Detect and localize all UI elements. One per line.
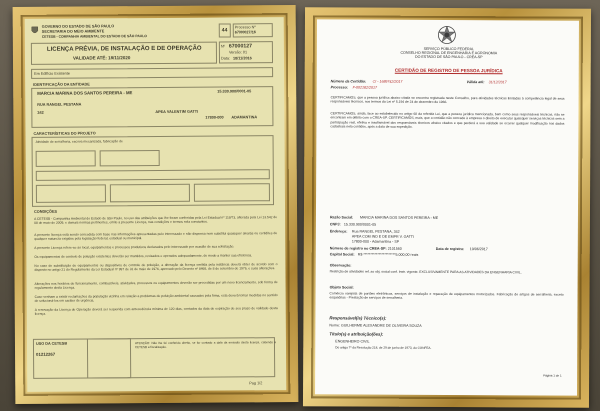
address-line-3: 17800-000 - Adamantina - SP: [351, 239, 400, 244]
observation-label: Observação:: [329, 263, 352, 268]
version: Versão: 01: [228, 50, 248, 55]
right-picture-frame: [303, 7, 591, 407]
crea-registration-certificate: [315, 19, 579, 395]
certificate-body-1: CERTIFICAMOS, que a pessoa jurídica abaixo citada se encontra registrada neste Conselho, para atividades técnicas limitadas à competência legal de seus responsáveis técnicos, nos termos da Lei nº 5.194 de 24 de dezembro de 1966.: [330, 95, 565, 105]
process-label: Processo Nº: [234, 25, 256, 30]
entity-district: APEA VALENTIM GATTI: [155, 109, 199, 114]
process-number: F-002182/2017: [352, 85, 378, 90]
header-line-1: SERVIÇO PÚBLICO FEDERAL: [423, 46, 475, 52]
condition-paragraph-2: A presente licença está sendo concedida com base nas informações apresentadas pelo interessado e não dispensa nem substitui quaisquer alvarás ou certidões de qualquer natureza exigidos pela legislação federal, estadual ou municipal.: [34, 231, 278, 241]
valid-until-date: 31/12/2017: [488, 80, 507, 85]
address-line-2: APEA COM IND E DE EMPR V. GATTI: [351, 234, 414, 239]
condition-paragraph-4: Os equipamentos de controle de poluição existentes deverão ser mantidos, revisados e operados adequadamente, de modo a manter sua eficiência.: [34, 253, 253, 259]
objeto-social-label: Objeto Social:: [329, 285, 354, 290]
titles-value: ENGENHEIRO CIVIL: [335, 339, 370, 344]
cert-number: CI - 1689742/2017: [372, 79, 403, 84]
license-title: LICENÇA PRÉVIA, DE INSTALAÇÃO E DE OPERAÇÃO: [46, 45, 202, 53]
registration-number: 2101560: [387, 246, 402, 251]
header-line-2: CONSELHO REGIONAL DE ENGENHARIA E AGRONOMIA: [400, 50, 498, 56]
titles-note: Do artigo 7º da Resolução 218, de 29 de junho de 1973, do CONFEA.: [335, 345, 432, 350]
process-number: 67/00027/16: [234, 30, 256, 35]
activity-description: Atividade de serralheria, escova mecanizada, fabricação de: [35, 139, 123, 144]
sp-state-emblem-icon: [31, 26, 39, 35]
page-number: Pag 1/2: [249, 381, 263, 386]
header-line-3: CETESB - COMPANHIA AMBIENTAL DO ESTADO DE SÃO PAULO: [41, 34, 147, 39]
responsible-name: Nome: GUILHERME ALEXANDRE DE OLIVEIRA SOUZA: [329, 323, 422, 328]
condition-paragraph-6: Alterações nos horários de funcionamento, combustíveis, atividades, processos ou equipamentos deverão ser precedidas por um novo licenciamento, sob forma de regulamento desta Licença.: [34, 280, 278, 290]
titles-label: Título(s) e atribuição(ões):: [329, 331, 384, 337]
responsible-label: Responsável(is) Técnico(s):: [329, 315, 387, 321]
number-label: Nº: [220, 44, 226, 49]
license-number: 67000127: [228, 43, 253, 50]
section-identificacao: IDENTIFICAÇÃO DA ENTIDADE: [33, 82, 90, 87]
validity: VALIDADE ATÉ: 18/11/2020: [72, 55, 131, 61]
capital-social: R$ ***********************5.000,00 reais: [357, 252, 419, 257]
razao-label: Razão Social:: [329, 215, 354, 220]
doc-number: 44: [221, 27, 228, 34]
header-line-3: DO ESTADO DE SÃO PAULO - CREA-SP: [414, 54, 483, 60]
environmental-license-document: [25, 17, 287, 392]
condition-paragraph-3: A presente Licença refere-se ao local, equipamentos e processos produtivos declarados pelo interessado por ocasião de sua solicitação.: [34, 244, 235, 250]
condition-paragraph-5: No caso de substituição de equipamentos ou dispositivos de controle de poluição, a alteração da licença emitida pela instância deverá obter de acordo com o disposto no artigo 21 do Regulamento da Lei Estadual nº 997 de 31 de maio de 1976, aprovado pelo Decreto nº 8468, de 8 de setembro de 1976, e suas alterações.: [34, 262, 278, 272]
entity-cnpj: 15.330.900/0001-05: [217, 89, 252, 94]
cert-number-label: Número da Certidão:: [330, 79, 367, 84]
registration-date-label: Data de registro:: [435, 246, 465, 252]
address-line-1: Rua RANGEL PESTANA, 342: [351, 229, 400, 234]
footer-label: USO DA CETESB: [35, 341, 68, 346]
footer-code: 01212267: [36, 351, 56, 357]
license-date: 18/11/2016: [232, 56, 252, 61]
certificate-body-2: CERTIFICAMOS, ainda, face ao estabelecido no artigo 68 da referida Lei, que a pessoa jurídica mencionada, bem como seus responsáveis técnicos, não se encontram em débito com o CREA-SP. CERTIFICAMOS, mais, que a certidão não concede à empresa o direito de executar quaisquer serviços técnicos sem a participação real, efetiva e insofismável dos responsáveis técnicos abaixo citados e que perderá a sua validade se ocorrer qualquer modificação nos dados cadastrais nela contidos, após a data de sua expedição.: [330, 111, 565, 130]
entity-city: ADAMANTINA: [231, 115, 258, 120]
section-caracteristicas: CARACTERÍSTICAS DO PROJETO: [33, 131, 96, 136]
cnpj: 15.330.900/0001-05: [343, 222, 377, 227]
process-label: Processo:: [330, 85, 349, 90]
objeto-social-text: Comércio varejista de portões eletrônicos, serviços de instalação e reparação de equipamentos motorizados. Fabricação de artigos de serralheria, exceto esquadrias - Prestação de serviços de serralheria.: [329, 291, 564, 301]
date-label: Data:: [220, 56, 231, 61]
capital-label: Capital Social:: [329, 252, 355, 257]
registration-date: 19/06/2017: [469, 247, 488, 252]
entity-cep: 17800-000: [205, 115, 224, 120]
entity-street: RUA RANGEL PESTANA: [37, 102, 82, 107]
entity-name: MARCIA MARINA DOS SANTOS PEREIRA - ME: [37, 90, 133, 96]
header-line-1: GOVERNO DO ESTADO DE SÃO PAULO: [41, 24, 115, 29]
condition-paragraph-1: A CETESB - Companhia Ambiental do Estado de São Paulo, no uso das atribuições que lhe foram conferidas pela Lei Estadual nº 118/73, alterada pela Lei 13.542 de 08 de maio de 2009, e demais normas pertinentes, emite a presente Licença, nas condições e termos nela constantes.: [34, 215, 278, 225]
observation-text: Restrição de atividades ref. ao obj. social conf. Instr. vigente. EXCLUSIVAMENTE PARA AS ATIVIDADES DA ENGENHARIA CIVIL.: [329, 269, 522, 275]
header-line-2: SECRETARIA DO MEIO AMBIENTE: [41, 29, 105, 34]
condition-paragraph-7: Caso venham a existir reclamações da população vizinha em relação a problemas de poluição ambiental causados pela firma, esta deverá tomar medidas no sentido de solucioná-los em caráter de urgência.: [34, 293, 278, 303]
valid-until-label: Válida até:: [466, 80, 485, 85]
razao-social: MARCIA MARINA DOS SANTOS PEREIRA - ME: [359, 215, 439, 220]
section-condicoes: CONDIÇÕES: [34, 209, 58, 214]
entity-street-number: 342: [37, 110, 44, 115]
left-picture-frame: [13, 5, 299, 404]
brazil-coat-of-arms-icon: [435, 24, 459, 46]
condition-paragraph-8: A renovação da Licença de Operação deverá ser requerida com antecedência mínima de 120 dias, contados da data de expiração de seu prazo de validade desta licença.: [34, 306, 278, 316]
building-status: Em Edifício Existente: [34, 71, 70, 76]
cnpj-label: CNPJ:: [329, 222, 341, 227]
footer-note: ATENÇÃO: Não lhe foi conferido direito, se for contado a data da emissão desta licença, cabendo a CETESB a fiscalização.: [134, 340, 276, 349]
registration-label: Número de registro no CREA-SP:: [329, 246, 387, 251]
page-number: Página 1 de 1: [543, 373, 562, 378]
address-label: Endereço:: [329, 229, 348, 234]
certificate-title: CERTIDÃO DE REGISTRO DE PESSOA JURÍDICA: [394, 67, 503, 74]
